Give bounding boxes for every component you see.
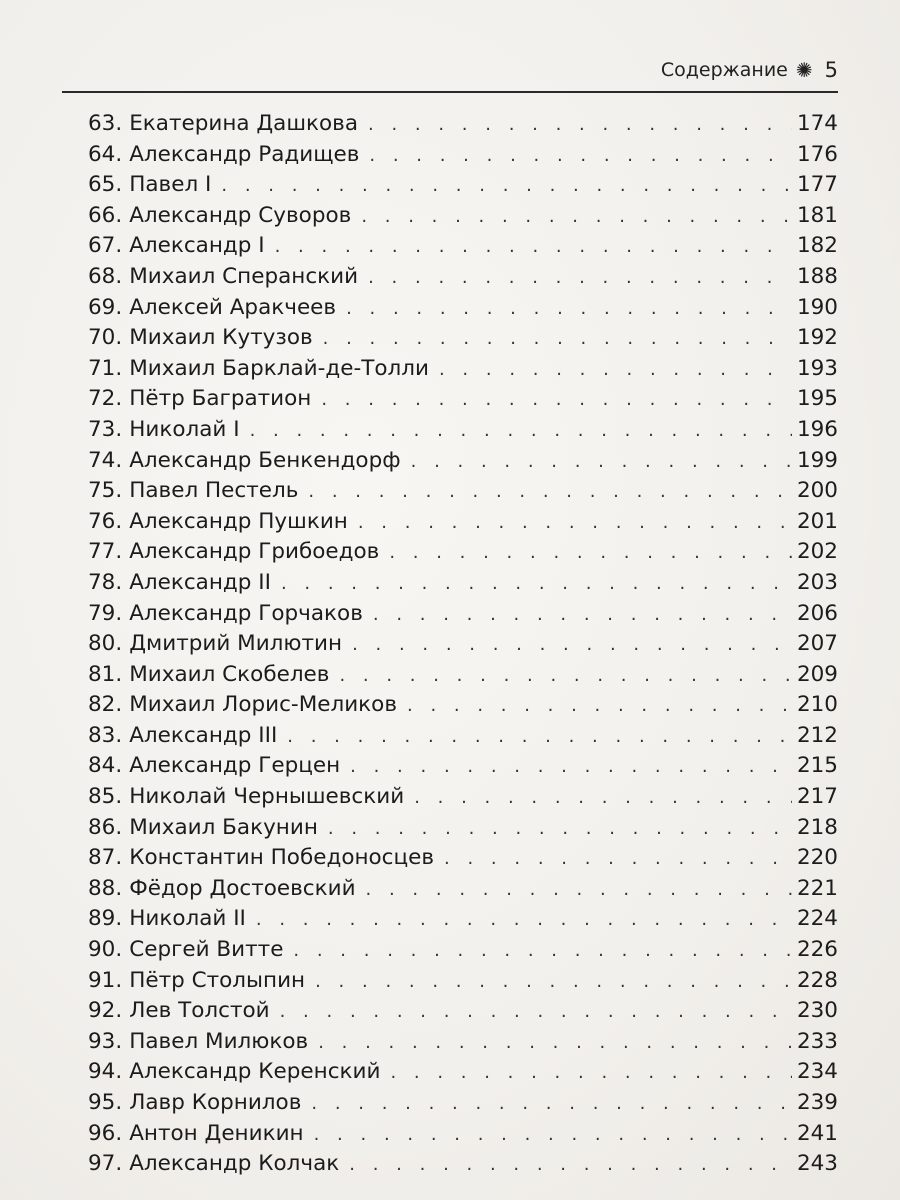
- entry-page: 210: [796, 692, 838, 718]
- toc-entry: [88, 1027, 838, 1058]
- entry-title: Константин Победоносцев: [129, 845, 435, 871]
- entry-number: 89.: [88, 906, 123, 932]
- entry-page: 176: [796, 141, 838, 167]
- dot-leader: [349, 1150, 792, 1181]
- dot-leader: [221, 171, 792, 202]
- entry-title: Александр Суворов: [129, 202, 352, 228]
- entry-number: 87.: [88, 845, 123, 871]
- entry-number: 93.: [88, 1028, 123, 1054]
- entry-number: 91.: [88, 967, 123, 993]
- dot-leader: [250, 416, 792, 447]
- entry-number: 78.: [88, 569, 123, 595]
- page-number: 5: [824, 58, 838, 82]
- dot-leader: [328, 814, 792, 845]
- entry-page: 241: [796, 1120, 838, 1146]
- entry-title: Фёдор Достоевский: [129, 875, 356, 901]
- dot-leader: [308, 477, 792, 508]
- entry-page: 196: [796, 416, 838, 442]
- running-head: [661, 58, 838, 82]
- dot-leader: [323, 324, 792, 355]
- entry-number: 63.: [88, 111, 123, 136]
- entry-title: Михаил Кутузов: [129, 325, 313, 351]
- entry-title: Михаил Лорис-Меликов: [129, 692, 397, 718]
- entry-title: Павел Пестель: [129, 478, 299, 504]
- toc-entry: [88, 446, 838, 477]
- entry-title: Михаил Бакунин: [129, 814, 318, 840]
- entry-number: 70.: [88, 325, 123, 351]
- entry-page: 224: [796, 906, 838, 932]
- toc-entry: [88, 782, 838, 813]
- entry-page: 203: [796, 569, 838, 595]
- entry-title: Александр Бенкендорф: [129, 447, 401, 473]
- entry-number: 85.: [88, 784, 123, 810]
- toc-entry: [88, 201, 838, 232]
- toc-entry: [88, 293, 838, 324]
- entry-number: 65.: [88, 172, 123, 198]
- entry-number: 80.: [88, 631, 123, 657]
- entry-page: 239: [796, 1090, 838, 1115]
- entry-page: 206: [796, 600, 838, 626]
- entry-number: 68.: [88, 263, 123, 289]
- entry-page: 212: [796, 722, 838, 748]
- dot-leader: [275, 232, 792, 263]
- entry-page: 233: [796, 1028, 838, 1054]
- dot-leader: [321, 385, 792, 416]
- entry-number: 84.: [88, 753, 123, 779]
- toc-entry: [88, 262, 838, 293]
- dot-leader: [389, 538, 792, 569]
- dot-leader: [318, 1028, 792, 1059]
- dot-leader: [281, 569, 792, 600]
- entry-page: 221: [796, 875, 838, 901]
- entry-title: Антон Деникин: [129, 1120, 304, 1146]
- toc-entry: [88, 751, 838, 782]
- entry-page: 234: [796, 1059, 838, 1085]
- entry-title: Александр Керенский: [129, 1059, 381, 1085]
- dot-leader: [314, 1120, 792, 1151]
- entry-title: Пётр Столыпин: [129, 967, 306, 993]
- entry-number: 97.: [88, 1151, 123, 1177]
- entry-title: Николай Чернышевский: [129, 784, 405, 810]
- entry-page: 188: [796, 263, 838, 289]
- toc-entry: [88, 996, 838, 1027]
- toc-entry: [88, 1088, 838, 1119]
- entry-page: 174: [796, 111, 838, 136]
- dot-leader: [369, 141, 792, 172]
- toc-entry: [88, 966, 838, 997]
- entry-title: Пётр Багратион: [129, 386, 312, 412]
- toc-entry: [88, 1057, 838, 1088]
- entry-page: 209: [796, 661, 838, 687]
- entry-number: 74.: [88, 447, 123, 473]
- dot-leader: [256, 905, 792, 936]
- toc-entry: [88, 568, 838, 599]
- toc-entry: [88, 537, 838, 568]
- dot-leader: [346, 294, 792, 325]
- entry-number: 94.: [88, 1059, 123, 1085]
- entry-number: 92.: [88, 998, 123, 1024]
- header-rule: [62, 91, 838, 93]
- entry-title: Алексей Аракчеев: [129, 294, 337, 320]
- entry-page: 243: [796, 1151, 838, 1177]
- entry-title: Михаил Барклай-де-Толли: [129, 355, 429, 381]
- entry-title: Михаил Скобелев: [129, 661, 330, 687]
- entry-number: 79.: [88, 600, 123, 626]
- entry-page: 230: [796, 998, 838, 1024]
- entry-page: 193: [796, 355, 838, 381]
- entry-number: 69.: [88, 294, 123, 320]
- entry-title: Александр Пушкин: [129, 508, 348, 534]
- toc-entry: [88, 599, 838, 630]
- entry-number: 90.: [88, 937, 123, 963]
- dot-leader: [411, 447, 792, 478]
- entry-number: 64.: [88, 141, 123, 167]
- entry-page: 218: [796, 814, 838, 840]
- entry-page: 207: [796, 631, 838, 657]
- entry-title: Павел I: [129, 172, 212, 198]
- toc-entry: [88, 1119, 838, 1150]
- toc-entry: [88, 843, 838, 874]
- toc-entry: [88, 629, 838, 660]
- dot-leader: [368, 110, 792, 141]
- entry-title: Александр I: [129, 233, 265, 259]
- entry-title: Александр Грибоедов: [129, 539, 380, 565]
- entry-page: 202: [796, 539, 838, 565]
- dot-leader: [339, 661, 792, 692]
- entry-number: 75.: [88, 478, 123, 504]
- entry-title: Павел Милюков: [129, 1028, 309, 1054]
- entry-page: 226: [796, 937, 838, 963]
- toc-entry: [88, 904, 838, 935]
- entry-page: 228: [796, 967, 838, 993]
- section-title: Содержание: [660, 59, 788, 81]
- dot-leader: [280, 997, 792, 1028]
- entry-number: 67.: [88, 233, 123, 259]
- dot-leader: [287, 722, 792, 753]
- entry-page: 195: [796, 386, 838, 412]
- toc-entry: [88, 476, 838, 507]
- entry-title: Екатерина Дашкова: [129, 111, 359, 136]
- dot-leader: [361, 202, 792, 233]
- toc-entry: [88, 415, 838, 446]
- entry-number: 73.: [88, 416, 123, 442]
- dot-leader: [352, 630, 792, 661]
- dot-leader: [368, 263, 792, 294]
- entry-number: 77.: [88, 539, 123, 565]
- entry-number: 96.: [88, 1120, 123, 1146]
- entry-page: 192: [796, 325, 838, 351]
- toc-entry: [88, 354, 838, 385]
- toc-entry: [88, 935, 838, 966]
- entry-title: Лев Толстой: [129, 998, 270, 1024]
- entry-page: 200: [796, 478, 838, 504]
- entry-page: 181: [796, 202, 838, 228]
- entry-number: 82.: [88, 692, 123, 718]
- toc-entry: [88, 721, 838, 752]
- entry-number: 86.: [88, 814, 123, 840]
- entry-page: 177: [796, 172, 838, 198]
- entry-number: 66.: [88, 202, 123, 228]
- toc-entry: [88, 1149, 838, 1180]
- toc-entry: [88, 323, 838, 354]
- entry-number: 72.: [88, 386, 123, 412]
- toc-entry: [88, 384, 838, 415]
- entry-title: Александр II: [129, 569, 271, 595]
- entry-number: 88.: [88, 875, 123, 901]
- toc-entry: [88, 109, 838, 140]
- dot-leader: [350, 752, 792, 783]
- entry-page: 220: [796, 845, 838, 871]
- entry-title: Николай I: [129, 416, 240, 442]
- toc-entry: [88, 140, 838, 171]
- dot-leader: [390, 1058, 792, 1089]
- dot-leader: [366, 875, 792, 906]
- entry-page: 215: [796, 753, 838, 779]
- entry-title: Александр III: [129, 722, 278, 748]
- entry-number: 95.: [88, 1090, 123, 1115]
- entry-page: 182: [796, 233, 838, 259]
- dot-leader: [293, 936, 792, 967]
- toc-entry: [88, 690, 838, 721]
- entry-page: 201: [796, 508, 838, 534]
- entry-number: 83.: [88, 722, 123, 748]
- toc-entry: [88, 660, 838, 691]
- entry-number: 76.: [88, 508, 123, 534]
- entry-page: 199: [796, 447, 838, 473]
- dot-leader: [315, 967, 792, 998]
- dot-leader: [311, 1089, 792, 1120]
- toc-entry: [88, 231, 838, 262]
- entry-title: Сергей Витте: [129, 937, 284, 963]
- entry-title: Дмитрий Милютин: [129, 631, 343, 657]
- table-of-contents: [88, 109, 838, 1180]
- toc-entry: [88, 507, 838, 538]
- sunburst-ornament-icon: ✺: [795, 58, 813, 82]
- dot-leader: [407, 691, 792, 722]
- toc-entry: [88, 170, 838, 201]
- dot-leader: [373, 600, 792, 631]
- toc-entry: [88, 874, 838, 905]
- entry-title: Михаил Сперанский: [129, 263, 359, 289]
- dot-leader: [358, 508, 792, 539]
- entry-title: Александр Колчак: [129, 1151, 340, 1177]
- entry-title: Александр Герцен: [129, 753, 341, 779]
- dot-leader: [444, 844, 792, 875]
- dot-leader: [439, 355, 792, 386]
- dot-leader: [414, 783, 792, 814]
- entry-page: 217: [796, 784, 838, 810]
- entry-title: Николай II: [129, 906, 246, 932]
- entry-title: Лавр Корнилов: [129, 1090, 302, 1115]
- entry-number: 81.: [88, 661, 123, 687]
- entry-number: 71.: [88, 355, 123, 381]
- toc-entry: [88, 813, 838, 844]
- entry-page: 190: [796, 294, 838, 320]
- entry-title: Александр Радищев: [129, 141, 360, 167]
- entry-title: Александр Горчаков: [129, 600, 363, 626]
